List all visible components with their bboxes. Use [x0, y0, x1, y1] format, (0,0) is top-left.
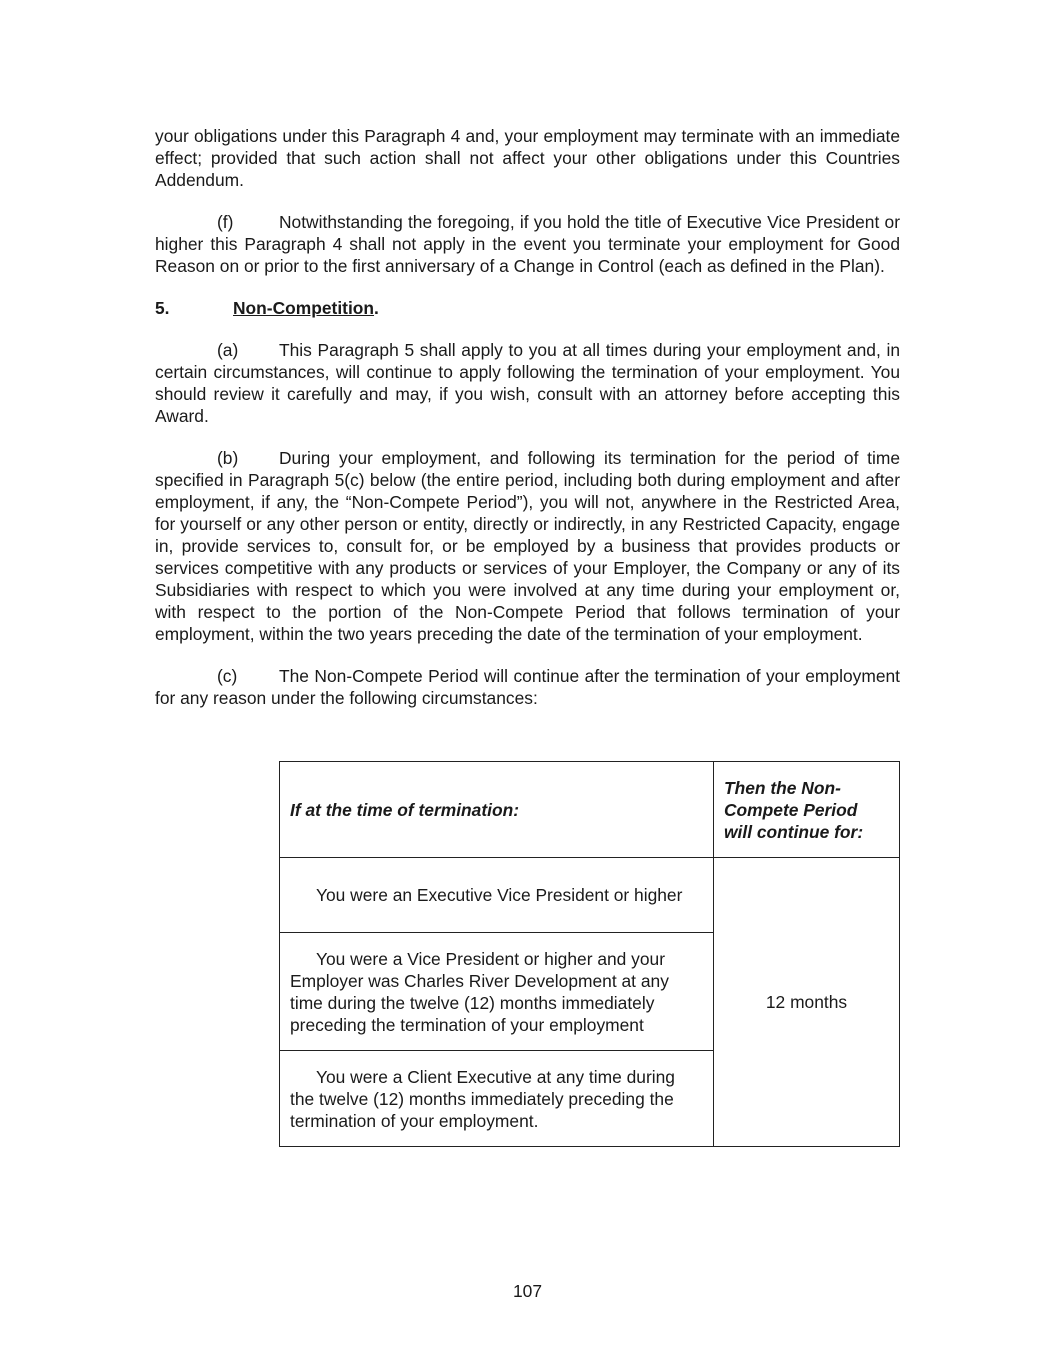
paragraph-b-marker: (b) — [217, 448, 239, 468]
condition-text: You were an Executive Vice President or higher — [316, 885, 683, 905]
section-title-period: . — [374, 298, 379, 318]
table-cell-condition — [280, 858, 714, 933]
paragraph-c-text: The Non-Compete Period will continue after the termination of your employment for any reason under the following circumstances: — [155, 666, 900, 708]
paragraph-c — [155, 665, 900, 709]
paragraph-b — [155, 447, 900, 645]
table-cell-condition — [280, 933, 714, 1051]
paragraph-f-marker: (f) — [217, 212, 234, 232]
paragraph-c-marker: (c) — [217, 666, 238, 686]
paragraph-a-marker: (a) — [217, 340, 239, 360]
table-header-duration: Then the Non-Compete Period will continue for: — [714, 762, 900, 858]
table-header-condition: If at the time of termination: — [280, 762, 714, 858]
table-cell-duration: 12 months — [714, 858, 900, 1147]
document-body — [155, 125, 900, 709]
paragraph-b-text: During your employment, and following its termination for the period of time specified in Paragraph 5(c) below (the entire period, including both during employment and after employment, if any, the “Non-Compete Period”), you will not, anywhere in the Restricted Area, for yourself or any other person or entity, directly or indirectly, in any Restricted Capacity, engage in, provide services to, consult for, or be employed by a business that provides products or services competitive with any products or services of your Employer, the Company or any of its Subsidiaries with respect to which you were involved at any time during your employment or, with respect to the portion of the Non-Compete Period that follows termination of your employment, within the two years preceding the date of the termination of your employment. — [155, 448, 900, 644]
condition-text: You were a Vice President or higher and your Employer was Charles River Development at any time during the twelve (12) months immediately preceding the termination of your employment — [290, 948, 669, 1035]
table-cell-condition — [280, 1051, 714, 1147]
table-header-row — [280, 762, 900, 858]
section-number: 5. — [155, 298, 170, 318]
section-title: Non-Competition — [233, 298, 375, 318]
paragraph-a-text: This Paragraph 5 shall apply to you at all times during your employment and, in certain circumstances, will continue to apply following the termination of your employment. You should review it carefully and may, if you wish, consult with an attorney before accepting this Award. — [155, 340, 900, 426]
paragraph-continuation: your obligations under this Paragraph 4 and, your employment may terminate with an immediate effect; provided that such action shall not affect your other obligations under this Countries Addendum. — [155, 126, 900, 190]
non-compete-table — [279, 761, 900, 1147]
paragraph-a — [155, 339, 900, 427]
paragraph-f-text: Notwithstanding the foregoing, if you hold the title of Executive Vice President or higher this Paragraph 4 shall not apply in the event you terminate your employment for Good Reason on or prior to the first anniversary of a Change in Control (each as defined in the Plan). — [155, 212, 900, 276]
page-number: 107 — [512, 1281, 542, 1301]
section-5-heading — [155, 297, 900, 319]
paragraph-f — [155, 211, 900, 277]
table-row — [280, 858, 900, 933]
condition-text: You were a Client Executive at any time during the twelve (12) months immediately preceding the termination of your employment. — [290, 1066, 675, 1131]
